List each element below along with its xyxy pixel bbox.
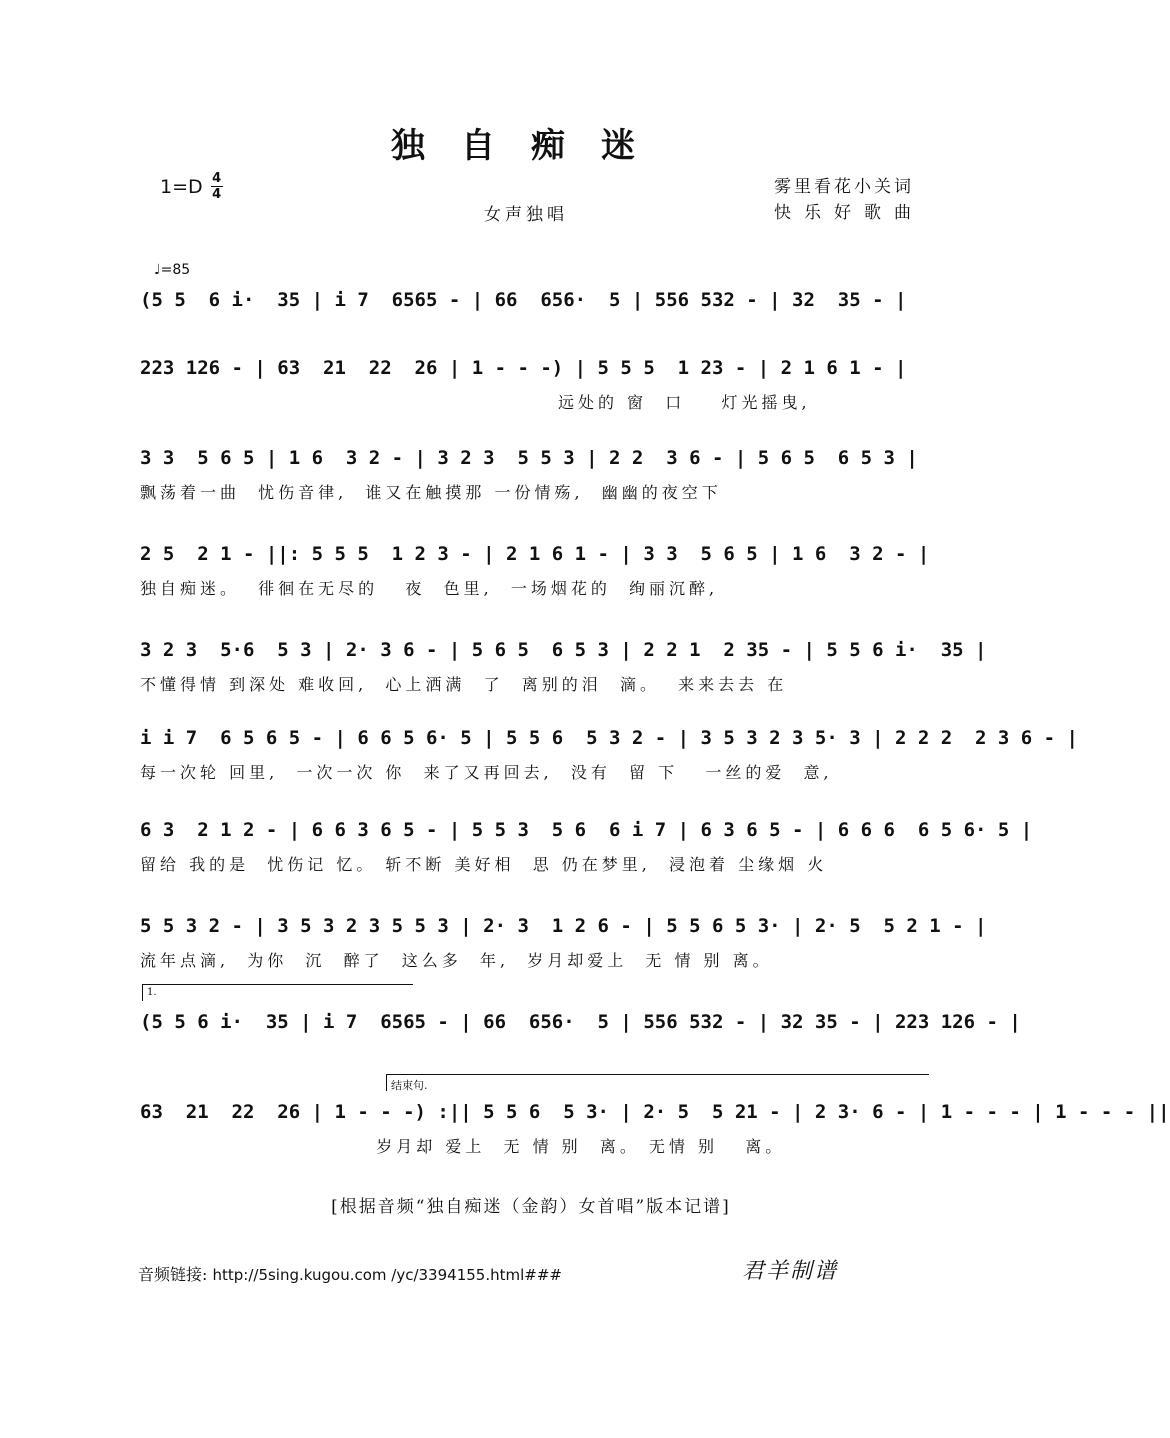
notation-line: i i 7 6 5 6 5 - | 6 6 5 6· 5 | 5 5 6 5 3 2 - | 3 5 3 2 3 5· 3 | 2 2 2 2 3 6 - | (140, 727, 1078, 749)
lyric-line: 飘荡着一曲 忧伤音律, 谁又在触摸那 一份情殇, 幽幽的夜空下 (140, 483, 722, 502)
notation-line: 223 126 - | 63 21 22 26 | 1 - - -) | 5 5 5 1 23 - | 2 1 6 1 - | (140, 357, 907, 379)
key-text: 1=D (160, 175, 203, 198)
ending-label: 结束句. (391, 1079, 428, 1092)
notation-line: 63 21 22 26 | 1 - - -) :|| 5 5 6 5 3· | 2· 5 5 21 - | 2 3· 6 - | 1 - - - | 1 - - - || (140, 1101, 1170, 1123)
key-signature (160, 172, 223, 201)
first-ending-bracket (142, 984, 413, 1001)
lyric-line: 不懂得情 到深处 难收回, 心上洒满 了 离别的泪 滴。 来来去去 在 (140, 675, 788, 694)
ending-bracket (386, 1074, 929, 1091)
audio-link-label: 音频链接: (138, 1265, 208, 1284)
notation-line: (5 5 6 i· 35 | i 7 6565 - | 66 656· 5 | 556 532 - | 32 35 - | (140, 289, 907, 311)
time-signature-bottom: 4 (212, 187, 222, 202)
lyric-line: 独自痴迷。 徘徊在无尽的 夜 色里, 一场烟花的 绚丽沉醉, (140, 579, 719, 598)
notation-line: (5 5 6 i· 35 | i 7 6565 - | 66 656· 5 | 556 532 - | 32 35 - | 223 126 - | (140, 1011, 1021, 1033)
lyric-line (140, 1044, 930, 1068)
lyric-line (140, 322, 930, 346)
composer-credit: 快乐好歌曲 (774, 203, 924, 223)
lyric-line: 每一次轮 回里, 一次一次 你 来了又再回去, 没有 留 下 一丝的爱 意, (140, 763, 833, 782)
tempo-marking: ♩=85 (154, 262, 191, 278)
first-ending-label: 1. (147, 987, 157, 998)
source-note: [根据音频“独自痴迷（金韵）女首唱”版本记谱] (331, 1197, 731, 1217)
notation-line: 3 3 5 6 5 | 1 6 3 2 - | 3 2 3 5 5 3 | 2 2 3 6 - | 5 6 5 6 5 3 | (140, 447, 918, 469)
lyric-line: 远处的 窗 口 灯光摇曳, (140, 393, 811, 412)
time-signature-top: 4 (212, 171, 222, 186)
time-signature (211, 172, 223, 201)
lyricist-credit: 雾里看花小关词 (774, 177, 914, 197)
lyric-line: 岁月却 爱上 无 情 别 离。 无情 别 离。 (140, 1137, 786, 1156)
audio-link-url[interactable]: http://5sing.kugou.com /yc/3394155.html### (212, 1266, 562, 1284)
notation-line: 2 5 2 1 - ||: 5 5 5 1 2 3 - | 2 1 6 1 - | 3 3 5 6 5 | 1 6 3 2 - | (140, 543, 930, 565)
notation-line: 6 3 2 1 2 - | 6 6 3 6 5 - | 5 5 3 5 6 6 i 7 | 6 3 6 5 - | 6 6 6 6 5 6· 5 | (140, 819, 1033, 841)
lyric-line: 留给 我的是 忧伤记 忆。 斩不断 美好相 思 仍在梦里, 浸泡着 尘缘烟 火 (140, 855, 828, 874)
credits (774, 174, 924, 226)
lyric-line: 流年点滴, 为你 沉 醉了 这么多 年, 岁月却爱上 无 情 别 离。 (140, 951, 773, 970)
notation-line: 5 5 3 2 - | 3 5 3 2 3 5 5 3 | 2· 3 1 2 6 - | 5 5 6 5 3· | 2· 5 5 2 1 - | (140, 915, 987, 937)
transcriber-signature: 君羊制谱 (742, 1259, 839, 1284)
performer-label: 女声独唱 (484, 205, 568, 225)
audio-link (138, 1262, 562, 1285)
notation-line: 3 2 3 5·6 5 3 | 2· 3 6 - | 5 6 5 6 5 3 | 2 2 1 2 35 - | 5 5 6 i· 35 | (140, 639, 987, 661)
song-title: 独自痴迷 (391, 126, 671, 166)
